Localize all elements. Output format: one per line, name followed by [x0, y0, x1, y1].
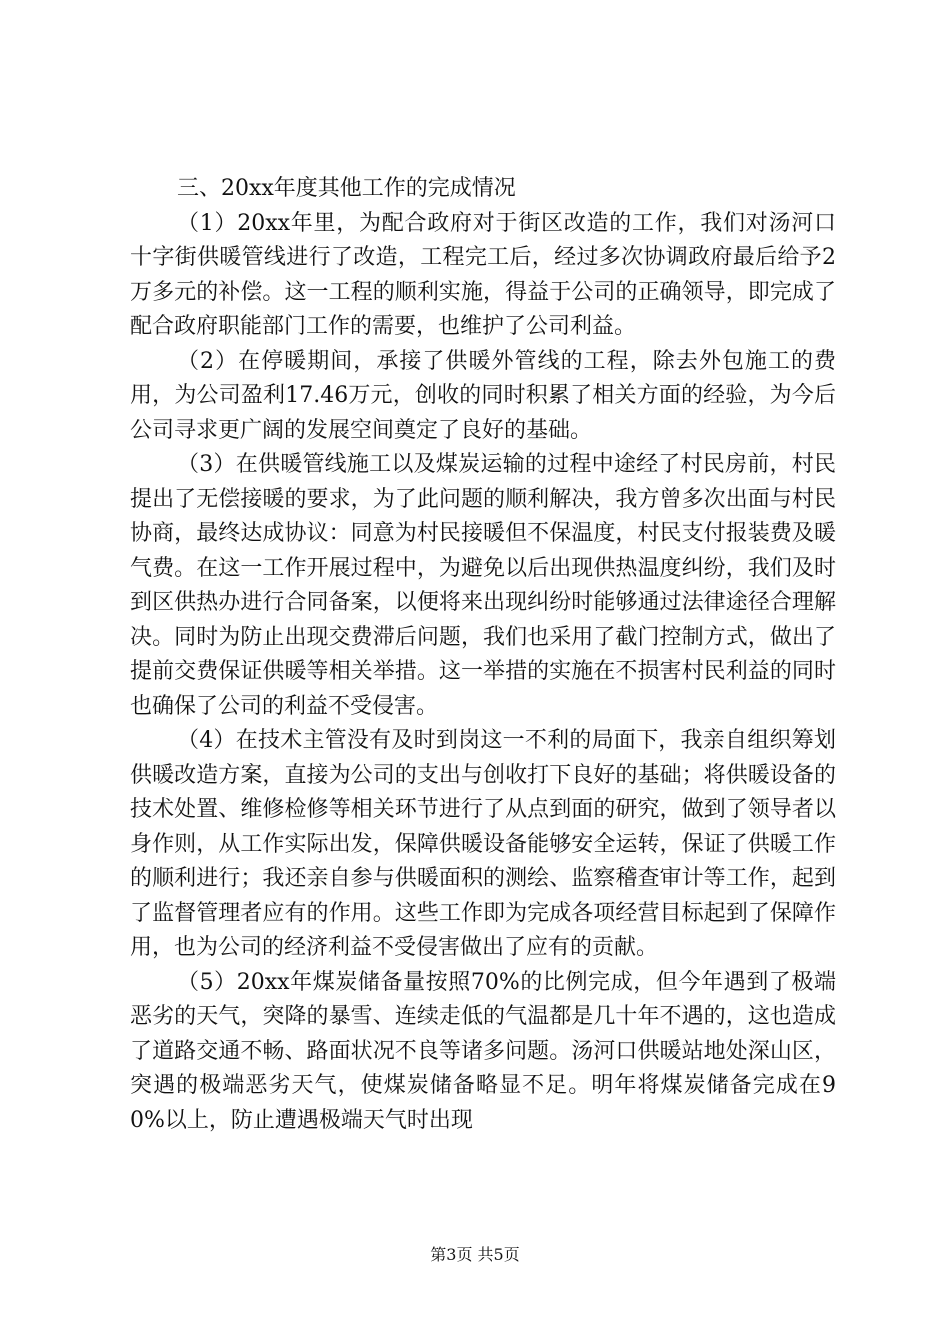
paragraph-3: （3）在供暖管线施工以及煤炭运输的过程中途经了村民房前，村民提出了无偿接暖的要求，为了此问题的顺利解决，我方曾多次出面与村民协商，最终达成协议：同意为村民接暖但不保温度，村民支付报装费及暖气费。在这一工作开展过程中，为避免以后出现供热温度纠纷，我们及时到区供热办进行合同备案，以便将来出现纠纷时能够通过法律途径合理解决。同时为防止出现交费滞后问题，我们也采用了截门控制方式，做出了提前交费保证供暖等相关举措。这一举措的实施在不损害村民利益的同时也确保了公司的利益不受侵害。: [130, 452, 836, 719]
paragraph-2: （2）在停暖期间，承接了供暖外管线的工程，除去外包施工的费用，为公司盈利17.46万元，创收的同时积累了相关方面的经验，为今后公司寻求更广阔的发展空间奠定了良好的基础。: [130, 348, 836, 443]
paragraph-4: （4）在技术主管没有及时到岗这一不利的局面下，我亲自组织筹划供暖改造方案，直接为公司的支出与创收打下良好的基础；将供暖设备的技术处置、维修检修等相关环节进行了从点到面的研究，做到了领导者以身作则，从工作实际出发，保障供暖设备能够安全运转，保证了供暖工作的顺利进行；我还亲自参与供暖面积的测绘、监察稽查审计等工作，起到了监督管理者应有的作用。这些工作即为完成各项经营目标起到了保障作用，也为公司的经济利益不受侵害做出了应有的贡献。: [130, 728, 836, 960]
page-footer: 第3页 共5页: [430, 1245, 520, 1264]
document-body: [130, 172, 836, 1138]
paragraph-5: （5）20xx年煤炭储备量按照70%的比例完成，但今年遇到了极端恶劣的天气，突降的暴雪、连续走低的气温都是几十年不遇的，这也造成了道路交通不畅、路面状况不良等诸多问题。汤河口供暖站地处深山区，突遇的极端恶劣天气，使煤炭储备略显不足。明年将煤炭储备完成在90%以上，防止遭遇极端天气时出现: [130, 969, 836, 1133]
section-heading: 三、20xx年度其他工作的完成情况: [177, 176, 516, 201]
paragraph-1: （1）20xx年里，为配合政府对于街区改造的工作，我们对汤河口十字街供暖管线进行了改造，工程完工后，经过多次协调政府最后给予2万多元的补偿。这一工程的顺利实施，得益于公司的正确领导，即完成了配合政府职能部门工作的需要，也维护了公司利益。: [130, 210, 836, 339]
